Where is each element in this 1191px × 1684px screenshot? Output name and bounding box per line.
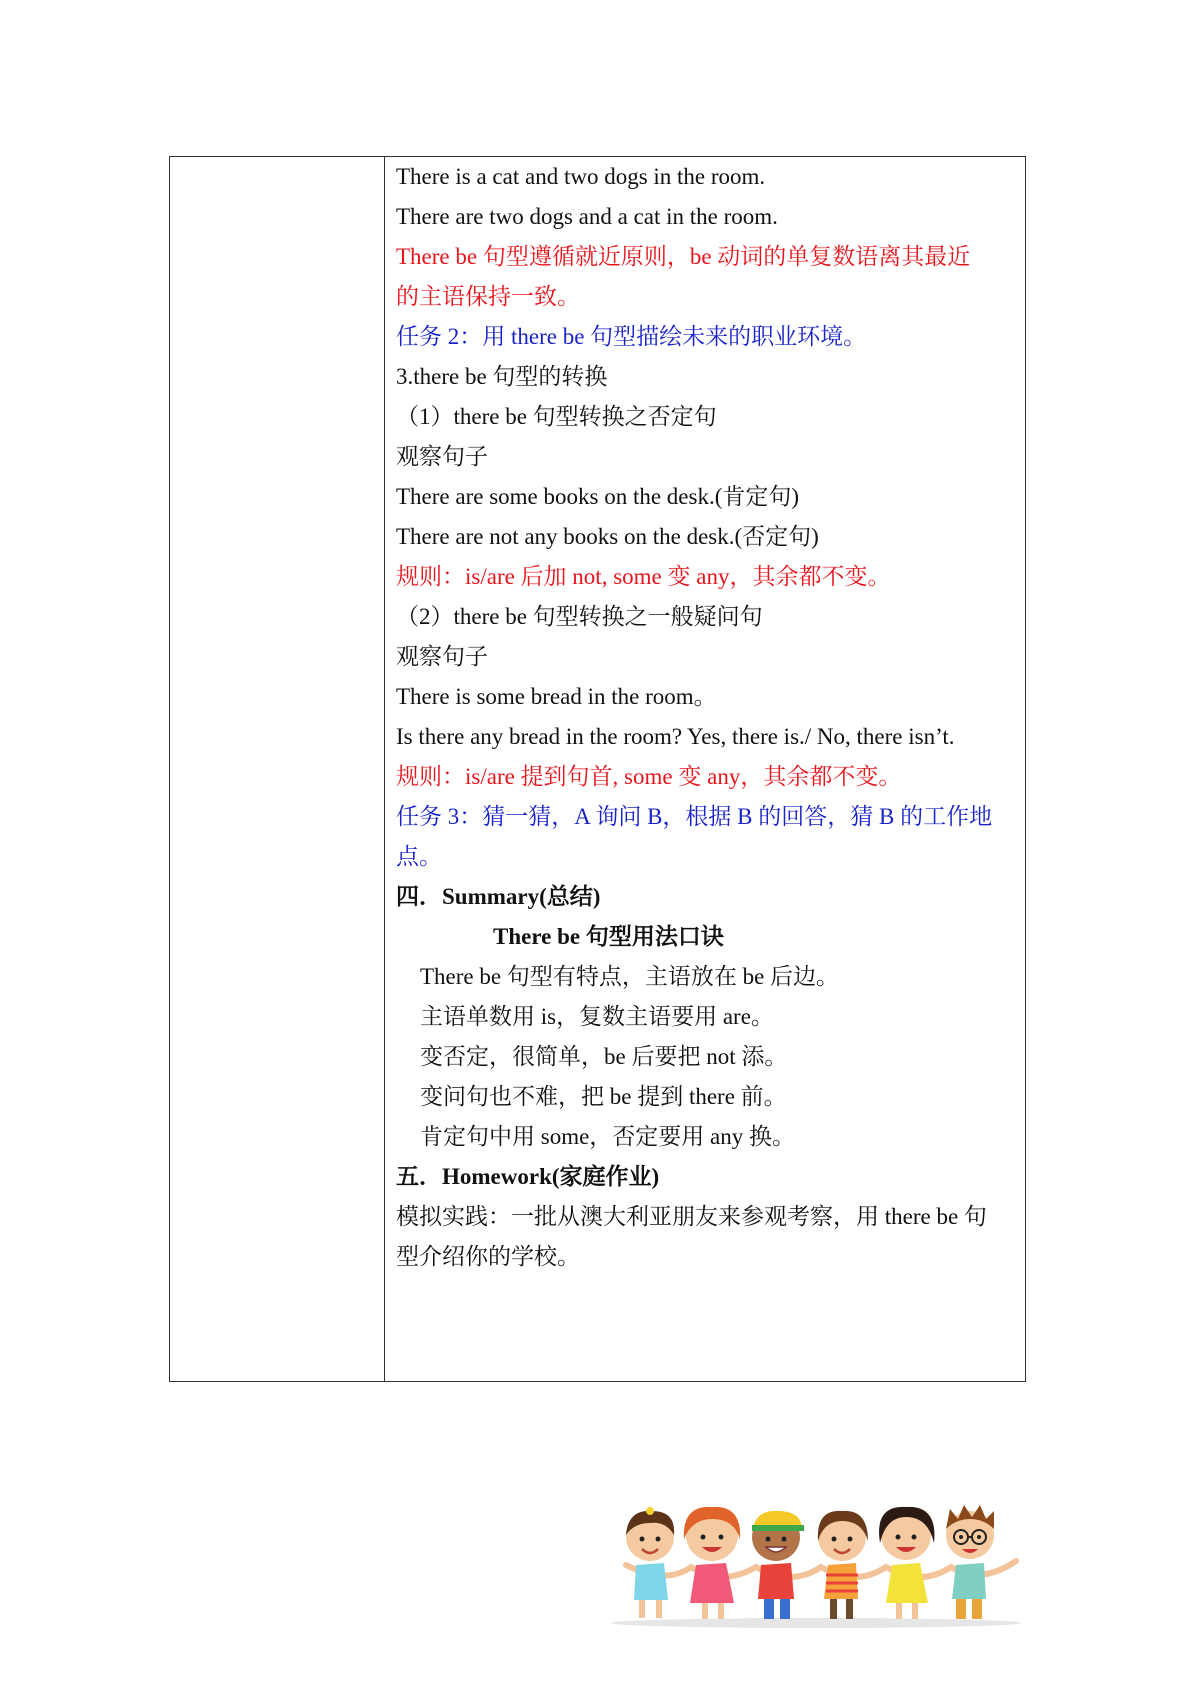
kid-1: [626, 1507, 674, 1618]
text-line: There are some books on the desk.(肯定句): [396, 484, 800, 509]
text-line: 任务 3：猜一猜，A 询问 B，根据 B 的回答，猜 B 的工作地: [396, 804, 993, 829]
text-line: 的主语保持一致。: [396, 284, 580, 309]
text-line: 变问句也不难，把 be 提到 there 前。: [420, 1084, 787, 1109]
text-line: 肯定句中用 some，否定要用 any 换。: [420, 1124, 796, 1149]
text-line: （1）there be 句型转换之否定句: [396, 404, 717, 429]
text-line: 模拟实践：一批从澳大利亚朋友来参观考察，用 there be 句: [396, 1204, 987, 1229]
lesson-content-cell: [396, 157, 1015, 1277]
text-line: There be 句型有特点，主语放在 be 后边。: [420, 964, 840, 989]
text-line: 规则：is/are 提到句首, some 变 any，其余都不变。: [396, 764, 902, 789]
text-line: There be 句型遵循就近原则，be 动词的单复数语离其最近: [396, 244, 971, 269]
lesson-table: [169, 156, 1026, 1382]
text-line: 四．Summary(总结): [396, 884, 601, 909]
text-line: 观察句子: [396, 644, 488, 669]
text-line: 点。: [396, 844, 442, 869]
text-line: There are not any books on the desk.(否定句): [396, 524, 819, 549]
text-line: 规则：is/are 后加 not, some 变 any，其余都不变。: [396, 564, 891, 589]
children-holding-hands-illustration: [606, 1495, 1026, 1630]
text-line: 任务 2：用 there be 句型描绘未来的职业环境。: [396, 324, 867, 349]
kid-4: [818, 1511, 868, 1619]
kid-3: [752, 1511, 804, 1619]
text-line: 主语单数用 is，复数主语要用 are。: [420, 1004, 774, 1029]
text-line: 型介绍你的学校。: [396, 1244, 580, 1269]
text-line: 五．Homework(家庭作业): [396, 1164, 660, 1189]
text-line: 3.there be 句型的转换: [396, 364, 608, 389]
text-line: （2）there be 句型转换之一般疑问句: [396, 604, 763, 629]
text-line: 观察句子: [396, 444, 488, 469]
text-line: There is some bread in the room。: [396, 684, 717, 709]
kid-6: [946, 1505, 994, 1619]
kid-2: [684, 1507, 740, 1619]
text-line: Is there any bread in the room? Yes, there is./ No, there isn’t.: [396, 724, 955, 749]
column-divider: [384, 157, 385, 1381]
text-line: There is a cat and two dogs in the room.: [396, 164, 766, 189]
text-line: There are two dogs and a cat in the room.: [396, 204, 778, 229]
text-line: 变否定，很简单，be 后要把 not 添。: [420, 1044, 788, 1069]
kid-5: [879, 1507, 934, 1619]
text-line: There be 句型用法口诀: [493, 924, 724, 949]
